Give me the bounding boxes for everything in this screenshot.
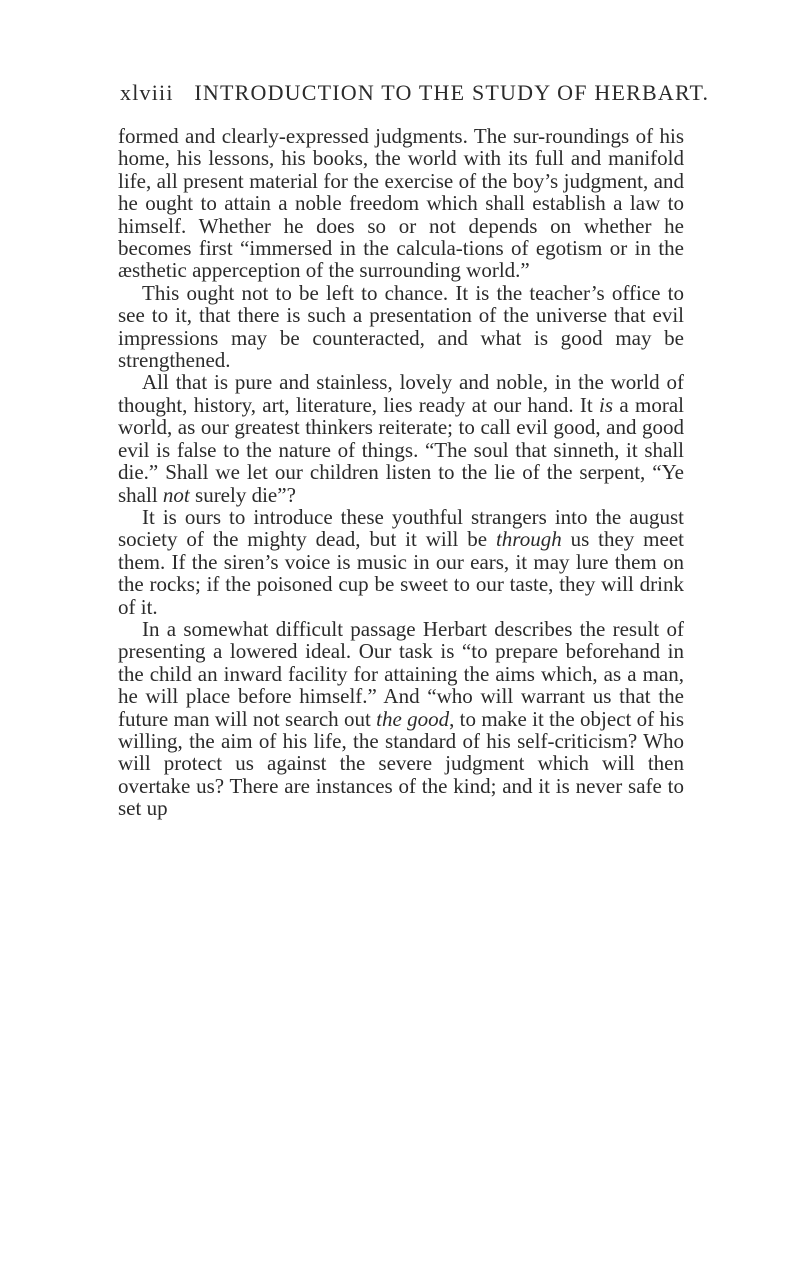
paragraph-lowered-ideal xyxy=(118,618,684,820)
paragraph-moral-world-part3: surely die”? xyxy=(189,482,296,507)
paragraph-moral-world-part2: a moral world, as our greatest thinkers reiterate; to call evil good, and good evil is false to the nature of things. “The soul that sinneth, it shall die.” Shall we let our children listen to the lie of the serpent, “Ye shall xyxy=(118,392,684,507)
running-title: INTRODUCTION TO THE STUDY OF HERBART. xyxy=(194,80,710,105)
paragraph-lowered-ideal-part1: In a somewhat difficult passage Herbart describes the result of presenting a lowered ideal. Our task is “to prepare beforehand in the child an inward facility for attaining the aims which, as a man, he will place before himself.” And “who will warrant us that the future man will not search out xyxy=(118,616,684,731)
paragraph-lowered-ideal-part2: , to make it the object of his willing, the aim of his life, the standard of his self-criticism? Who will protect us against the severe judgment which will then overtake us? There are instances of the kind; and it is never safe to set up xyxy=(118,706,684,821)
italic-through: through xyxy=(495,527,562,552)
paragraph-youthful-strangers-part2: us they meet them. If the siren’s voice is music in our ears, it may lure them on the rocks; if the poisoned cup be sweet to our taste, they will drink of it. xyxy=(118,527,684,619)
page-number: xlviii xyxy=(120,80,174,105)
body-text xyxy=(118,125,684,820)
paragraph-youthful-strangers xyxy=(118,506,684,618)
italic-not: not xyxy=(162,482,190,507)
paragraph-youthful-strangers-part1: It is ours to introduce these youthful strangers into the august society of the mighty dead, but it will be xyxy=(118,504,684,552)
paragraph-moral-world-part1: All that is pure and stainless, lovely and noble, in the world of thought, history, art, literature, lies ready at our hand. It xyxy=(118,370,684,417)
paragraph-moral-world xyxy=(118,371,684,505)
page-header xyxy=(120,80,710,106)
italic-the-good: the good xyxy=(376,706,450,731)
paragraph-teacher-office: This ought not to be left to chance. It is the teacher’s office to see to it, that there is such a presentation of the universe that evil impressions may be counteracted, and what is good may be strengthened. xyxy=(118,280,684,373)
paragraph-continuation: formed and clearly-expressed judgments. The sur-roundings of his home, his lessons, his books, the world with its full and manifold life, all present material for the exercise of the boy’s judgment, and he ought to attain a noble freedom which shall establish a law to himself. Whether he does so or not depends on whether he becomes first “immersed in the calcula-tions of egotism or in the æsthetic apperception of the surrounding world.” xyxy=(118,124,684,283)
italic-is: is xyxy=(599,392,614,417)
